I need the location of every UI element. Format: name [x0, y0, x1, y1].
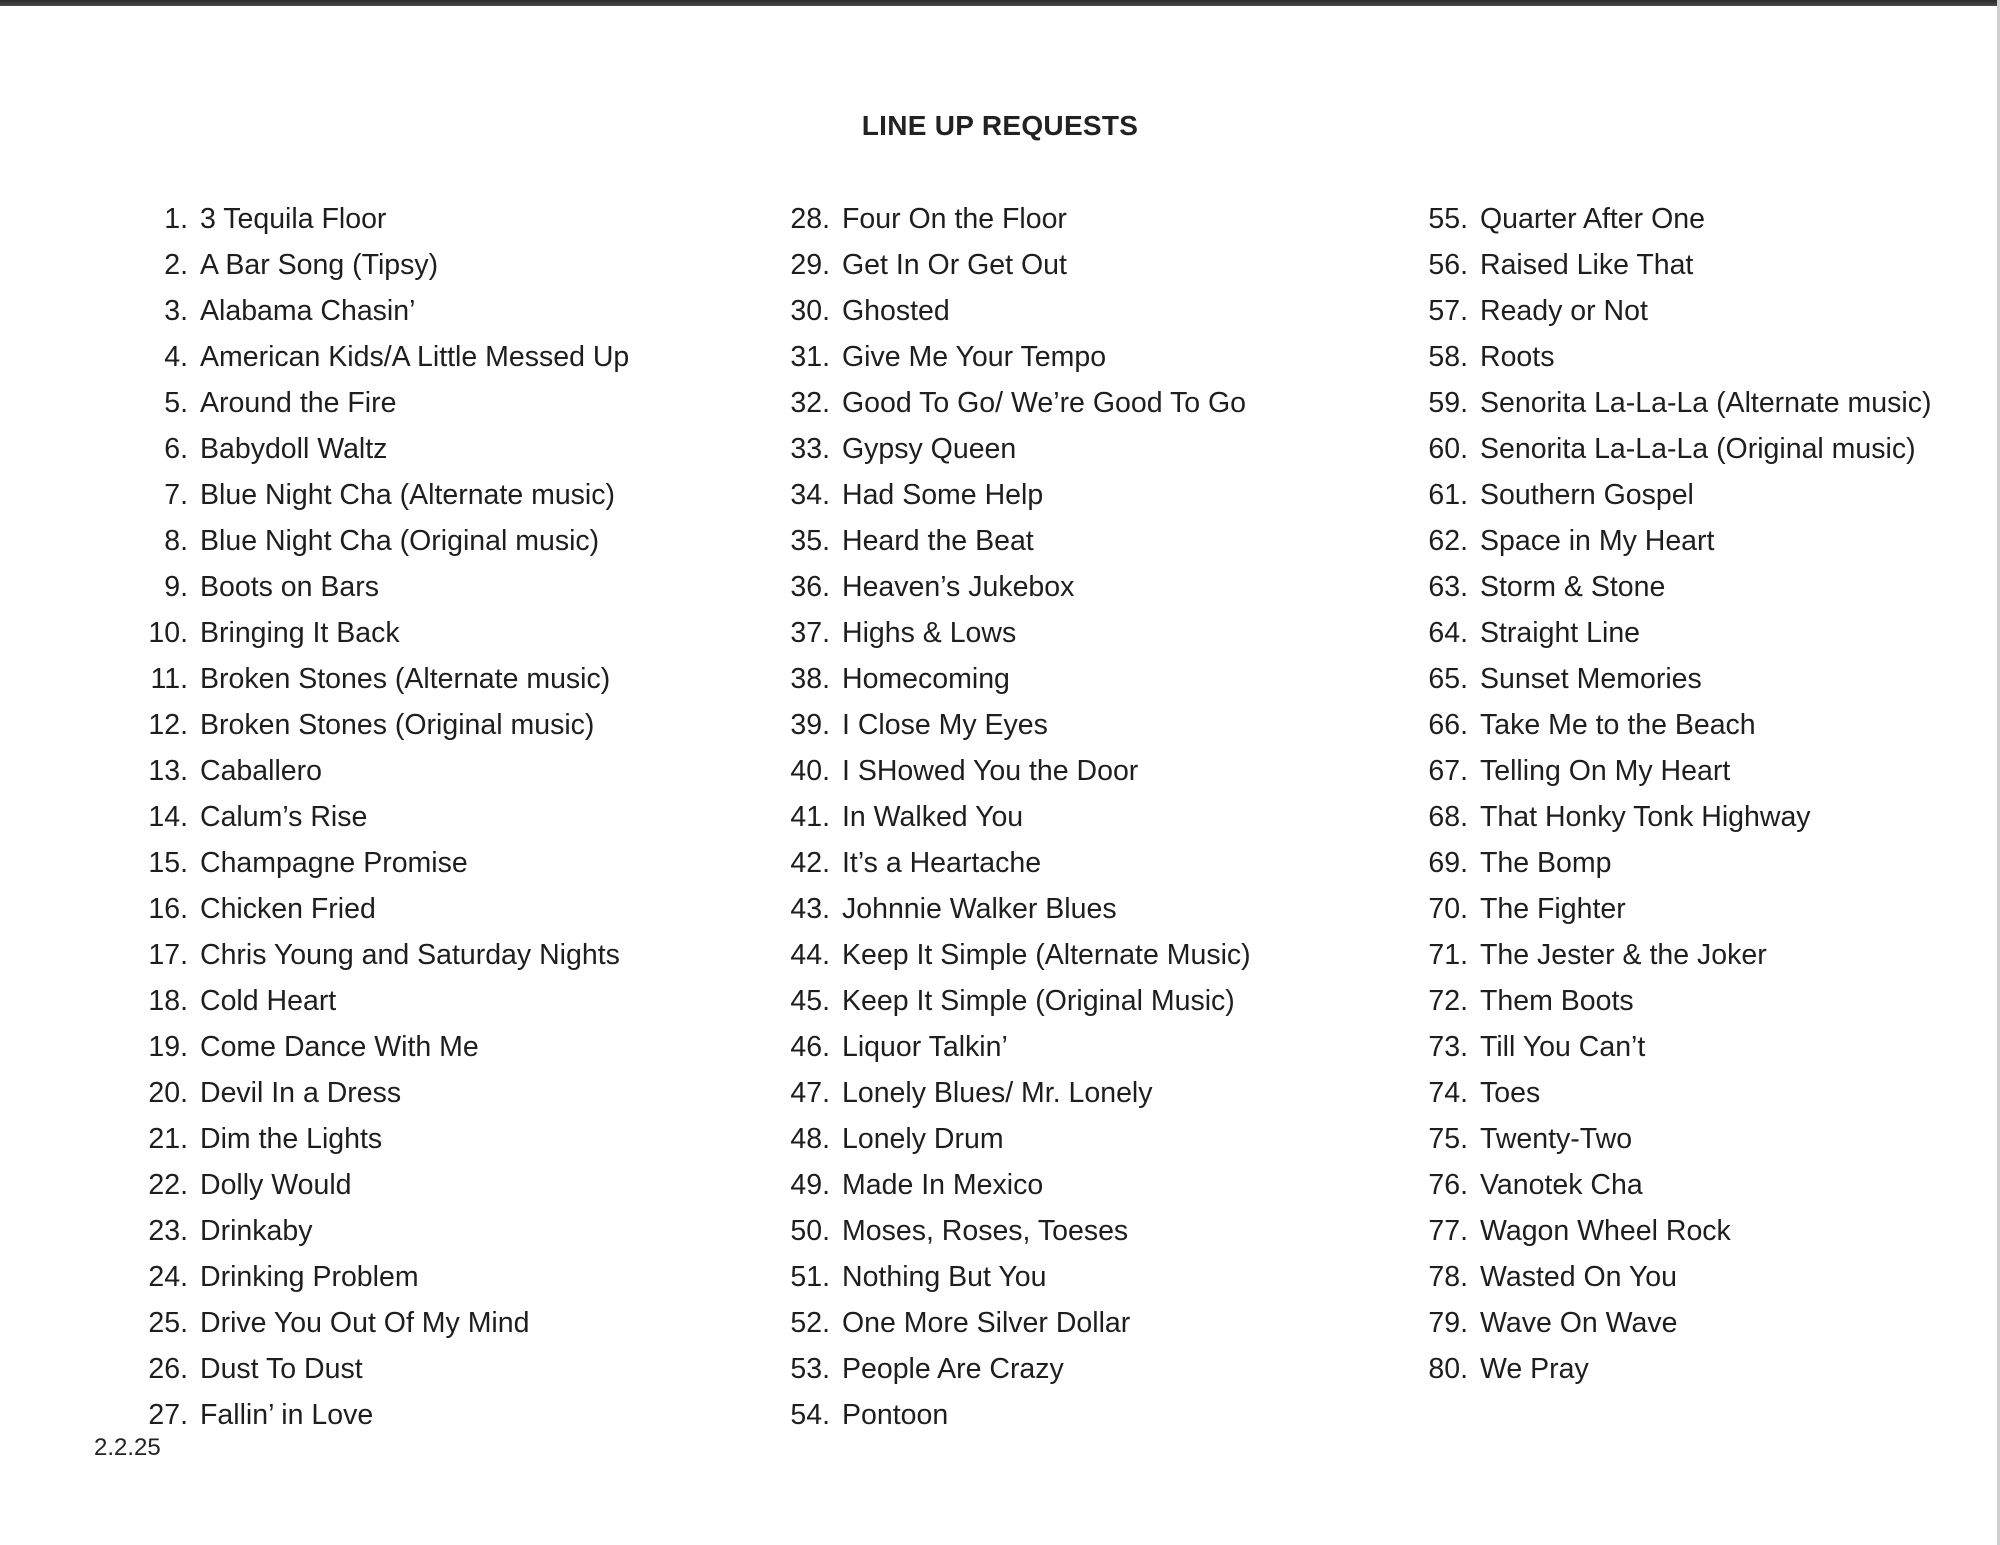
song-number: 23.	[148, 1215, 188, 1247]
song-number: 37.	[790, 617, 830, 649]
song-list-item	[780, 1300, 1380, 1346]
song-title: Senorita La-La-La (Original music)	[1480, 433, 1916, 465]
song-number: 28.	[790, 203, 830, 235]
song-title: Dust To Dust	[200, 1353, 363, 1385]
song-title: Made In Mexico	[842, 1169, 1044, 1201]
song-title: Quarter After One	[1480, 203, 1705, 235]
song-title: Drinkaby	[200, 1215, 313, 1247]
song-list-item	[1418, 978, 1988, 1024]
song-list-item	[1418, 426, 1988, 472]
song-list-item	[1418, 1300, 1988, 1346]
song-title: Around the Fire	[200, 387, 397, 419]
song-title: Sunset Memories	[1480, 663, 1702, 695]
song-title: Twenty-Two	[1480, 1123, 1633, 1155]
song-number: 27.	[148, 1399, 188, 1431]
song-number: 30.	[790, 295, 830, 327]
song-list-item	[142, 472, 742, 518]
song-number: 68.	[1428, 801, 1468, 833]
song-list-item	[780, 932, 1380, 978]
song-title: Champagne Promise	[200, 847, 468, 879]
song-list-column-2	[780, 196, 1380, 1438]
song-title: One More Silver Dollar	[842, 1307, 1131, 1339]
song-list-item	[142, 426, 742, 472]
song-list-item	[780, 794, 1380, 840]
song-title: Chris Young and Saturday Nights	[200, 939, 620, 971]
song-title: Pontoon	[842, 1399, 949, 1431]
song-number: 65.	[1428, 663, 1468, 695]
song-number: 17.	[148, 939, 188, 971]
song-number: 57.	[1428, 295, 1468, 327]
song-list-item	[142, 886, 742, 932]
song-list-item	[142, 196, 742, 242]
song-list-item	[780, 472, 1380, 518]
song-list-item	[780, 1346, 1380, 1392]
song-title: Raised Like That	[1480, 249, 1694, 281]
song-number: 6.	[164, 433, 188, 465]
song-number: 43.	[790, 893, 830, 925]
song-title: Caballero	[200, 755, 322, 787]
song-list-item	[142, 564, 742, 610]
song-number: 52.	[790, 1307, 830, 1339]
song-number: 71.	[1428, 939, 1468, 971]
song-list-item	[142, 978, 742, 1024]
song-title: I Close My Eyes	[842, 709, 1048, 741]
song-number: 58.	[1428, 341, 1468, 373]
song-title: Bringing It Back	[200, 617, 400, 649]
song-list-item	[142, 1300, 742, 1346]
song-title: Moses, Roses, Toeses	[842, 1215, 1129, 1247]
song-title: Space in My Heart	[1480, 525, 1715, 557]
song-title: Dim the Lights	[200, 1123, 383, 1155]
song-title: Lonely Drum	[842, 1123, 1004, 1155]
song-number: 7.	[164, 479, 188, 511]
song-title: Get In Or Get Out	[842, 249, 1067, 281]
song-title: Storm & Stone	[1480, 571, 1666, 603]
song-title: Gypsy Queen	[842, 433, 1017, 465]
song-title: That Honky Tonk Highway	[1480, 801, 1811, 833]
song-title: Good To Go/ We’re Good To Go	[842, 387, 1246, 419]
song-title: Dolly Would	[200, 1169, 352, 1201]
song-title: Ghosted	[842, 295, 950, 327]
song-list-item	[1418, 840, 1988, 886]
song-list-item	[142, 656, 742, 702]
song-number: 19.	[148, 1031, 188, 1063]
song-number: 40.	[790, 755, 830, 787]
song-number: 80.	[1428, 1353, 1468, 1385]
song-number: 26.	[148, 1353, 188, 1385]
song-list-item	[780, 380, 1380, 426]
song-title: Roots	[1480, 341, 1555, 373]
song-number: 34.	[790, 479, 830, 511]
song-number: 41.	[790, 801, 830, 833]
song-list-item	[1418, 1254, 1988, 1300]
song-title: Boots on Bars	[200, 571, 380, 603]
song-title: Devil In a Dress	[200, 1077, 402, 1109]
song-number: 69.	[1428, 847, 1468, 879]
song-number: 49.	[790, 1169, 830, 1201]
song-number: 54.	[790, 1399, 830, 1431]
song-number: 73.	[1428, 1031, 1468, 1063]
song-list-item	[1418, 1070, 1988, 1116]
song-title: Blue Night Cha (Alternate music)	[200, 479, 616, 511]
song-list-item	[142, 334, 742, 380]
song-list-item	[1418, 242, 1988, 288]
song-number: 46.	[790, 1031, 830, 1063]
song-title: Had Some Help	[842, 479, 1044, 511]
song-number: 45.	[790, 985, 830, 1017]
song-list-item	[1418, 702, 1988, 748]
song-list-item	[142, 518, 742, 564]
song-number: 14.	[148, 801, 188, 833]
song-number: 12.	[148, 709, 188, 741]
song-title: Babydoll Waltz	[200, 433, 388, 465]
song-number: 60.	[1428, 433, 1468, 465]
song-number: 5.	[164, 387, 188, 419]
song-title: Vanotek Cha	[1480, 1169, 1643, 1201]
song-number: 13.	[148, 755, 188, 787]
song-title: Cold Heart	[200, 985, 337, 1017]
date-stamp: 2.2.25	[94, 1434, 161, 1461]
song-title: People Are Crazy	[842, 1353, 1064, 1385]
song-number: 59.	[1428, 387, 1468, 419]
song-list-item	[780, 1392, 1380, 1438]
song-title: Johnnie Walker Blues	[842, 893, 1117, 925]
song-number: 42.	[790, 847, 830, 879]
song-list-item	[780, 518, 1380, 564]
song-number: 67.	[1428, 755, 1468, 787]
song-list-item	[1418, 932, 1988, 978]
song-list-item	[780, 702, 1380, 748]
song-title: Give Me Your Tempo	[842, 341, 1107, 373]
song-list-item	[780, 242, 1380, 288]
song-list-item	[142, 1024, 742, 1070]
song-list-item	[1418, 1116, 1988, 1162]
song-list-item	[780, 196, 1380, 242]
song-number: 3.	[164, 295, 188, 327]
song-title: Them Boots	[1480, 985, 1634, 1017]
song-list-item	[142, 748, 742, 794]
song-number: 61.	[1428, 479, 1468, 511]
song-title: Heard the Beat	[842, 525, 1034, 557]
song-title: Senorita La-La-La (Alternate music)	[1480, 387, 1932, 419]
song-title: It’s a Heartache	[842, 847, 1042, 879]
song-number: 48.	[790, 1123, 830, 1155]
song-title: Till You Can’t	[1480, 1031, 1646, 1063]
song-number: 74.	[1428, 1077, 1468, 1109]
song-number: 31.	[790, 341, 830, 373]
song-number: 1.	[164, 203, 188, 235]
song-title: Wave On Wave	[1480, 1307, 1678, 1339]
song-title: American Kids/A Little Messed Up	[200, 341, 630, 373]
song-list-item	[780, 1208, 1380, 1254]
song-number: 64.	[1428, 617, 1468, 649]
song-list-item	[780, 978, 1380, 1024]
song-number: 21.	[148, 1123, 188, 1155]
song-title: Heaven’s Jukebox	[842, 571, 1075, 603]
song-number: 72.	[1428, 985, 1468, 1017]
song-list-item	[780, 1116, 1380, 1162]
song-number: 44.	[790, 939, 830, 971]
song-list-item	[780, 1070, 1380, 1116]
song-number: 32.	[790, 387, 830, 419]
song-number: 25.	[148, 1307, 188, 1339]
song-list-item	[1418, 518, 1988, 564]
song-list-item	[142, 702, 742, 748]
song-list-item	[142, 1162, 742, 1208]
song-list-item	[142, 242, 742, 288]
song-number: 77.	[1428, 1215, 1468, 1247]
song-number: 76.	[1428, 1169, 1468, 1201]
song-title: Ready or Not	[1480, 295, 1648, 327]
song-list-item	[1418, 472, 1988, 518]
top-border-rule	[0, 0, 2000, 6]
song-number: 20.	[148, 1077, 188, 1109]
song-list-item	[142, 794, 742, 840]
song-title: Alabama Chasin’	[200, 295, 416, 327]
song-number: 38.	[790, 663, 830, 695]
song-list-item	[1418, 288, 1988, 334]
song-title: Take Me to the Beach	[1480, 709, 1756, 741]
song-number: 62.	[1428, 525, 1468, 557]
song-number: 22.	[148, 1169, 188, 1201]
song-list-item	[780, 564, 1380, 610]
song-number: 63.	[1428, 571, 1468, 603]
song-list-item	[1418, 1024, 1988, 1070]
song-number: 39.	[790, 709, 830, 741]
song-title: Straight Line	[1480, 617, 1641, 649]
song-list-item	[142, 380, 742, 426]
song-number: 33.	[790, 433, 830, 465]
song-number: 11.	[150, 663, 188, 695]
song-list-item	[1418, 656, 1988, 702]
song-number: 56.	[1428, 249, 1468, 281]
song-title: Southern Gospel	[1480, 479, 1694, 511]
song-list-item	[1418, 1208, 1988, 1254]
song-list-item	[142, 1208, 742, 1254]
song-title: Telling On My Heart	[1480, 755, 1731, 787]
song-list-item	[780, 1254, 1380, 1300]
song-number: 47.	[790, 1077, 830, 1109]
song-title: I SHowed You the Door	[842, 755, 1139, 787]
song-number: 2.	[164, 249, 188, 281]
song-list-item	[142, 1346, 742, 1392]
song-list-item	[1418, 794, 1988, 840]
song-title: Fallin’ in Love	[200, 1399, 374, 1431]
song-list-item	[142, 1392, 742, 1438]
song-number: 16.	[148, 893, 188, 925]
song-list-column-3	[1418, 196, 1988, 1392]
song-list-item	[780, 288, 1380, 334]
song-list-item	[1418, 1162, 1988, 1208]
song-title: Keep It Simple (Original Music)	[842, 985, 1235, 1017]
song-number: 36.	[790, 571, 830, 603]
song-list-item	[1418, 196, 1988, 242]
song-list-item	[142, 840, 742, 886]
song-title: Highs & Lows	[842, 617, 1017, 649]
song-number: 55.	[1428, 203, 1468, 235]
song-title: The Jester & the Joker	[1480, 939, 1767, 971]
song-list-item	[1418, 610, 1988, 656]
song-number: 35.	[790, 525, 830, 557]
song-list-item	[780, 748, 1380, 794]
song-title: 3 Tequila Floor	[200, 203, 387, 235]
song-title: Keep It Simple (Alternate Music)	[842, 939, 1251, 971]
song-number: 8.	[164, 525, 188, 557]
song-number: 78.	[1428, 1261, 1468, 1293]
song-title: Four On the Floor	[842, 203, 1067, 235]
song-title: The Fighter	[1480, 893, 1626, 925]
song-list-item	[780, 1024, 1380, 1070]
song-list-item	[142, 288, 742, 334]
song-title: Chicken Fried	[200, 893, 376, 925]
song-title: Lonely Blues/ Mr. Lonely	[842, 1077, 1153, 1109]
song-number: 70.	[1428, 893, 1468, 925]
song-title: Blue Night Cha (Original music)	[200, 525, 600, 557]
song-title: Wasted On You	[1480, 1261, 1677, 1293]
song-list-item	[780, 1162, 1380, 1208]
song-number: 79.	[1428, 1307, 1468, 1339]
song-list-item	[1418, 334, 1988, 380]
song-list-item	[1418, 564, 1988, 610]
song-list-column-1	[142, 196, 742, 1438]
song-title: Broken Stones (Original music)	[200, 709, 595, 741]
song-list-item	[780, 334, 1380, 380]
song-list-item	[142, 610, 742, 656]
song-number: 75.	[1428, 1123, 1468, 1155]
song-title: Liquor Talkin’	[842, 1031, 1008, 1063]
song-number: 9.	[164, 571, 188, 603]
song-title: The Bomp	[1480, 847, 1612, 879]
song-number: 50.	[790, 1215, 830, 1247]
song-title: Wagon Wheel Rock	[1480, 1215, 1731, 1247]
song-number: 15.	[148, 847, 188, 879]
song-title: We Pray	[1480, 1353, 1589, 1385]
song-list-item	[1418, 1346, 1988, 1392]
song-list-item	[142, 1116, 742, 1162]
song-list-item	[142, 1254, 742, 1300]
song-number: 10.	[148, 617, 188, 649]
song-title: Drinking Problem	[200, 1261, 419, 1293]
song-list-item	[142, 932, 742, 978]
song-number: 4.	[164, 341, 188, 373]
song-title: Broken Stones (Alternate music)	[200, 663, 611, 695]
song-list-item	[1418, 886, 1988, 932]
song-list-item	[780, 610, 1380, 656]
song-list-item	[142, 1070, 742, 1116]
song-title: Nothing But You	[842, 1261, 1047, 1293]
song-title: In Walked You	[842, 801, 1024, 833]
song-title: Calum’s Rise	[200, 801, 368, 833]
song-title: Drive You Out Of My Mind	[200, 1307, 530, 1339]
song-list-item	[780, 656, 1380, 702]
song-list-item	[780, 840, 1380, 886]
page-title: LINE UP REQUESTS	[861, 110, 1139, 141]
song-title: Homecoming	[842, 663, 1010, 695]
song-title: A Bar Song (Tipsy)	[200, 249, 439, 281]
song-list-item	[1418, 748, 1988, 794]
song-title: Come Dance With Me	[200, 1031, 479, 1063]
song-list-item	[780, 886, 1380, 932]
song-number: 53.	[790, 1353, 830, 1385]
song-number: 29.	[790, 249, 830, 281]
song-list-item	[780, 426, 1380, 472]
song-list-item	[1418, 380, 1988, 426]
song-number: 66.	[1428, 709, 1468, 741]
song-number: 24.	[148, 1261, 188, 1293]
song-number: 18.	[148, 985, 188, 1017]
song-title: Toes	[1480, 1077, 1541, 1109]
song-number: 51.	[790, 1261, 830, 1293]
